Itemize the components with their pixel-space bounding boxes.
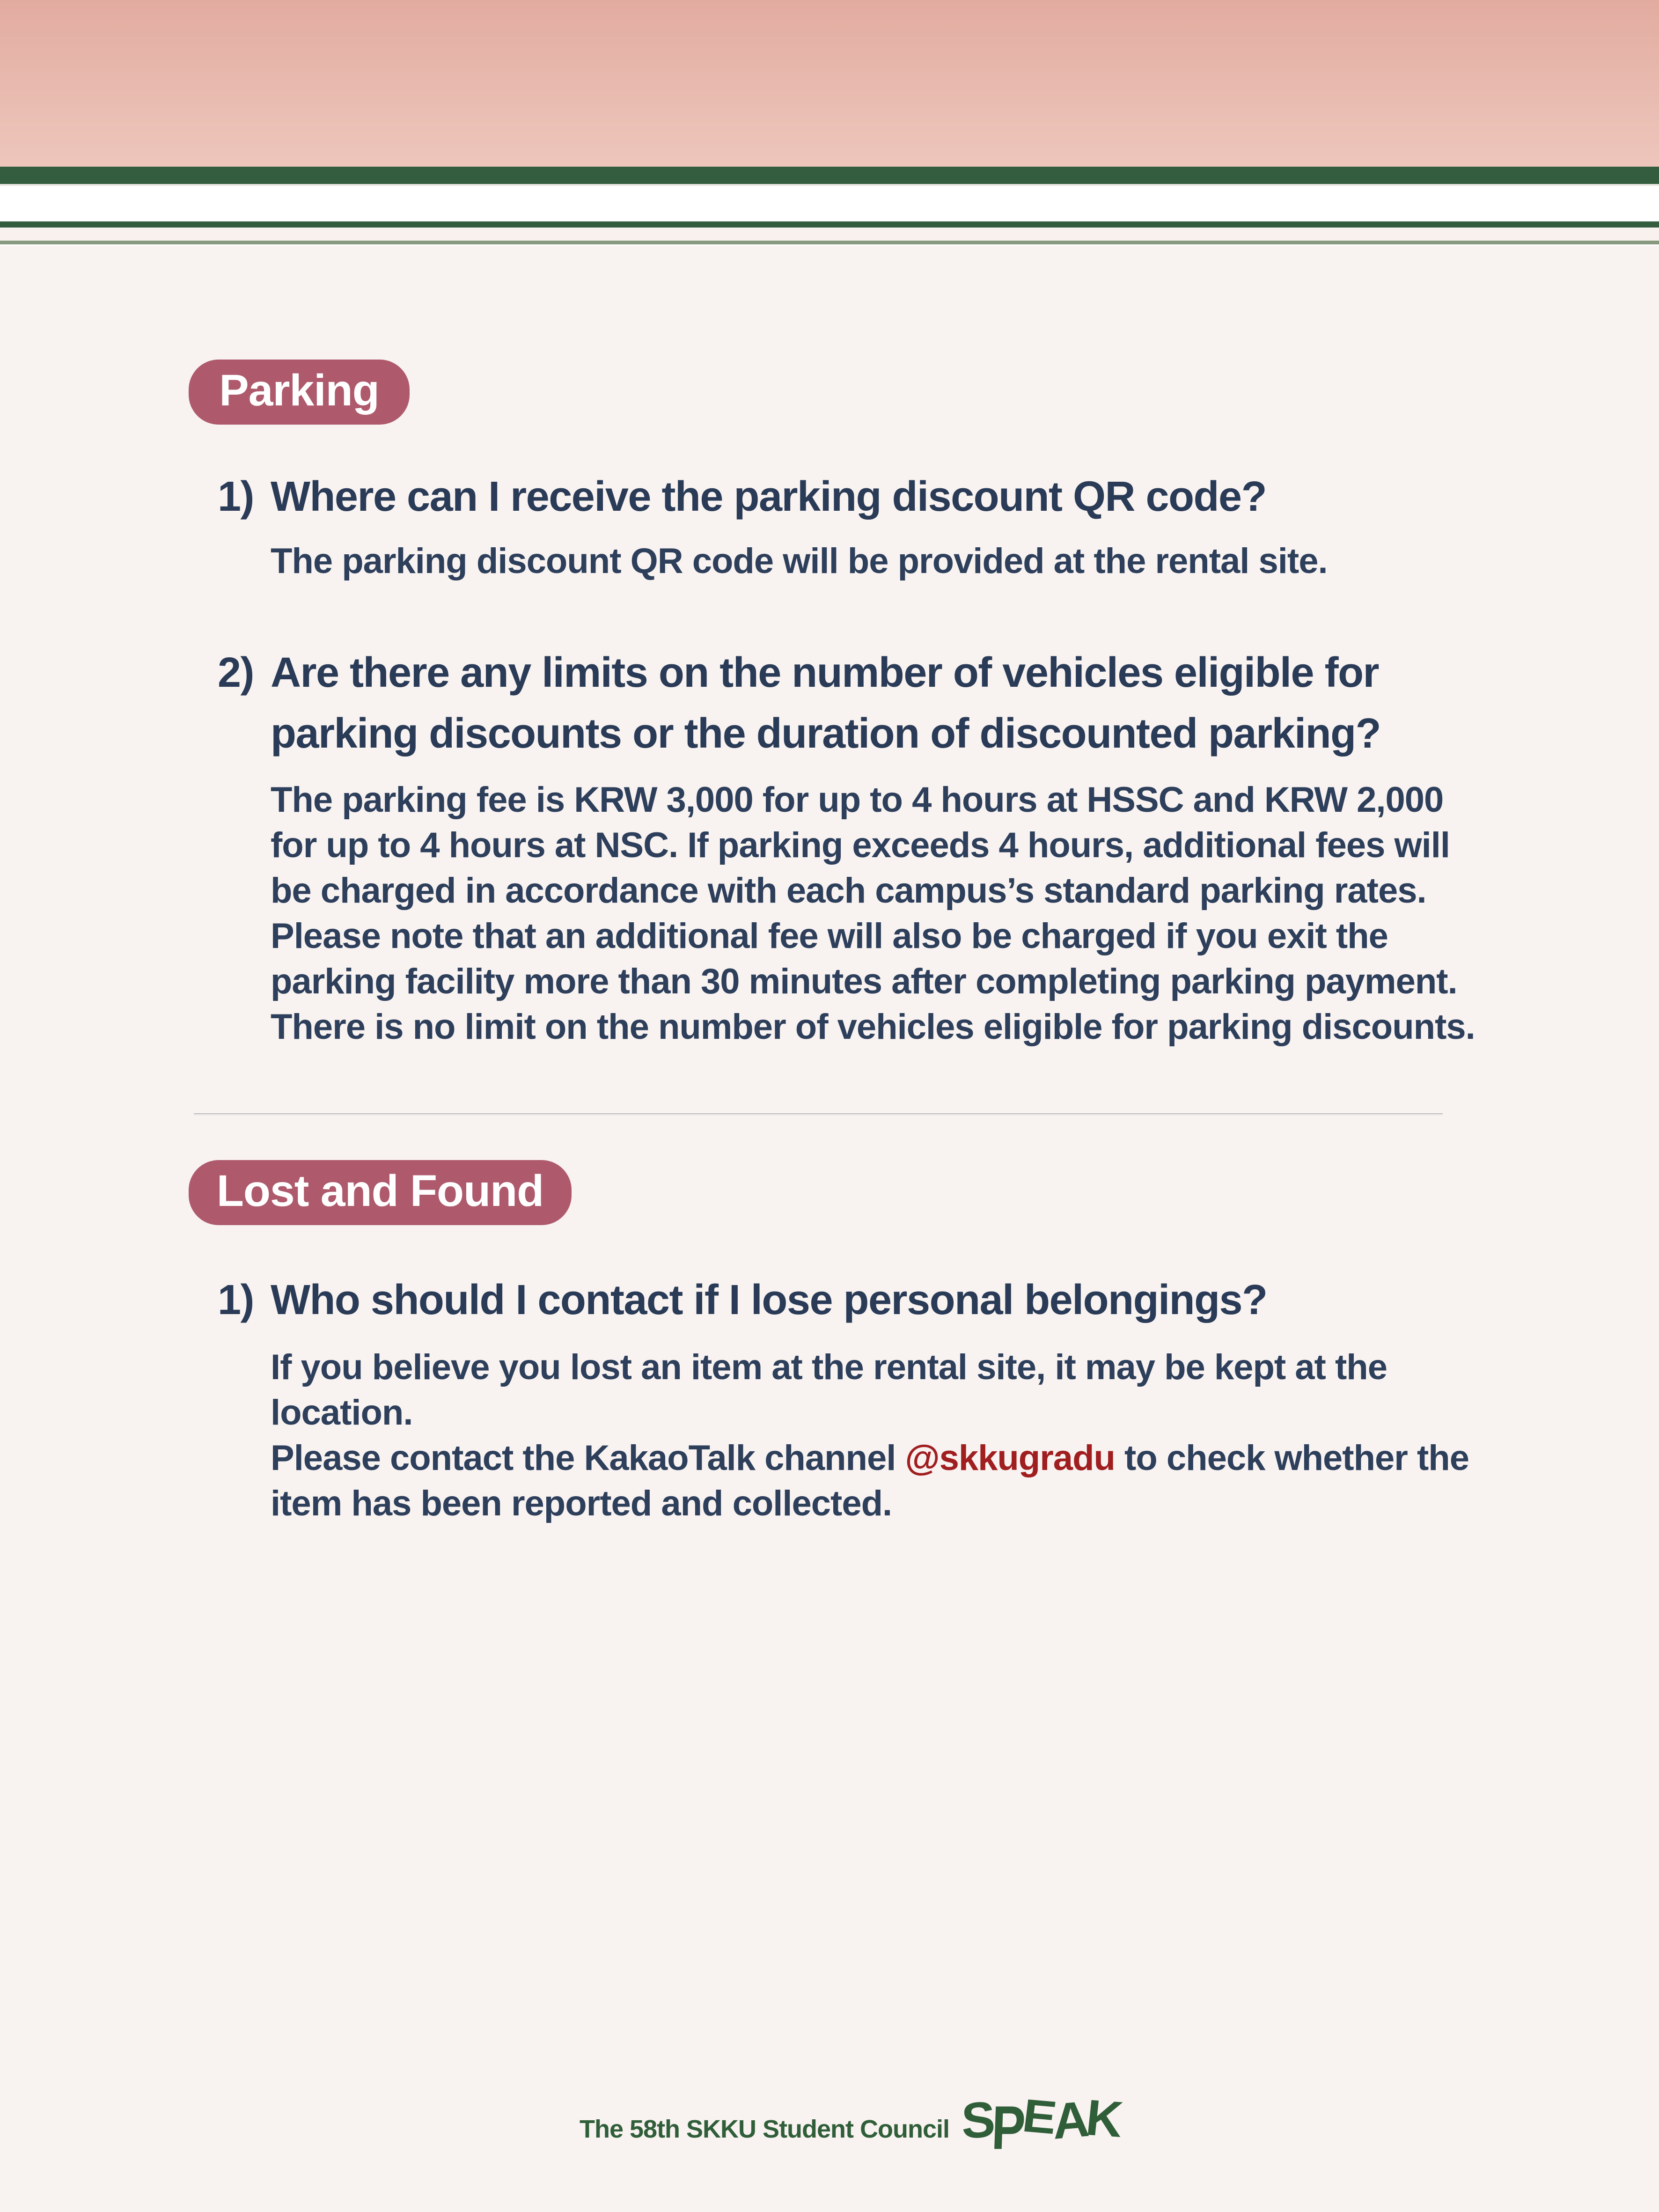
answer-line: The parking fee is KRW 3,000 for up to 4 hours at HSSC and KRW 2,000	[271, 780, 1444, 820]
header-cream-band	[0, 228, 1659, 241]
speak-logo-letter: K	[1083, 2088, 1123, 2148]
answer-text-before-handle: Please contact the KakaoTalk channel	[271, 1438, 905, 1478]
answer-line: There is no limit on the number of vehicles eligible for parking discounts.	[271, 1007, 1475, 1047]
parking-question-2	[218, 642, 1491, 764]
header-sage-bar	[0, 241, 1659, 244]
question-text: Where can I receive the parking discount QR code?	[271, 473, 1267, 520]
answer-line-with-highlight	[271, 1435, 1469, 1481]
header-salmon-band	[0, 0, 1659, 167]
question-marker: 1)	[218, 473, 254, 520]
question-text: Who should I contact if I lose personal belongings?	[271, 1277, 1267, 1323]
answer-line: The parking discount QR code will be provided at the rental site.	[271, 541, 1328, 581]
speak-logo-letter: S	[960, 2090, 993, 2150]
question-text: Are there any limits on the number of vehicles eligible for	[271, 649, 1379, 696]
lost-and-found-question-1	[218, 1270, 1491, 1330]
speak-logo-letter: E	[1020, 2089, 1057, 2144]
lost-and-found-answer-1	[271, 1345, 1469, 1526]
header-white-line	[0, 244, 1659, 246]
parking-section-badge	[189, 360, 410, 425]
answer-line: be charged in accordance with each campus’s standard parking rates.	[271, 871, 1426, 911]
parking-question-1	[218, 466, 1491, 527]
speak-logo-letter: A	[1051, 2090, 1088, 2150]
section-divider-line	[194, 1113, 1443, 1115]
question-marker: 2)	[218, 649, 254, 696]
answer-line: for up to 4 hours at NSC. If parking exceeds 4 hours, additional fees will	[271, 825, 1450, 865]
lost-and-found-badge-label: Lost and Found	[216, 1166, 544, 1216]
parking-question-2-line2: parking discounts or the duration of discounted parking?	[271, 710, 1381, 757]
footer	[580, 2088, 1123, 2162]
answer-line: parking facility more than 30 minutes after completing parking payment.	[271, 962, 1457, 1001]
lost-and-found-question-1-line	[218, 1270, 1491, 1330]
answer-text-after-handle: to check whether the	[1115, 1438, 1469, 1478]
parking-answer-2	[271, 777, 1475, 1050]
kakaotalk-channel-handle: @skkugradu	[905, 1438, 1115, 1478]
parking-answer-1	[271, 538, 1469, 584]
student-council-credit: The 58th SKKU Student Council	[580, 2115, 950, 2143]
header-white-band	[0, 186, 1659, 221]
parking-question-1-line	[218, 466, 1491, 527]
header-green-thin-bar	[0, 221, 1659, 228]
answer-line: If you believe you lost an item at the rental site, it may be kept at the	[271, 1347, 1387, 1387]
header-dome-shape	[328, 22, 1269, 167]
speak-logo	[960, 2088, 1123, 2162]
parking-badge-label: Parking	[219, 366, 379, 415]
speak-logo-letter: P	[990, 2093, 1024, 2162]
answer-line: Please note that an additional fee will also be charged if you exit the	[271, 916, 1388, 956]
answer-line: item has been reported and collected.	[271, 1484, 892, 1523]
question-marker: 1)	[218, 1277, 254, 1323]
parking-question-2-line1	[218, 642, 1491, 703]
answer-line: location.	[271, 1393, 413, 1433]
header-green-bar	[0, 167, 1659, 184]
lost-and-found-section-badge	[189, 1160, 572, 1225]
